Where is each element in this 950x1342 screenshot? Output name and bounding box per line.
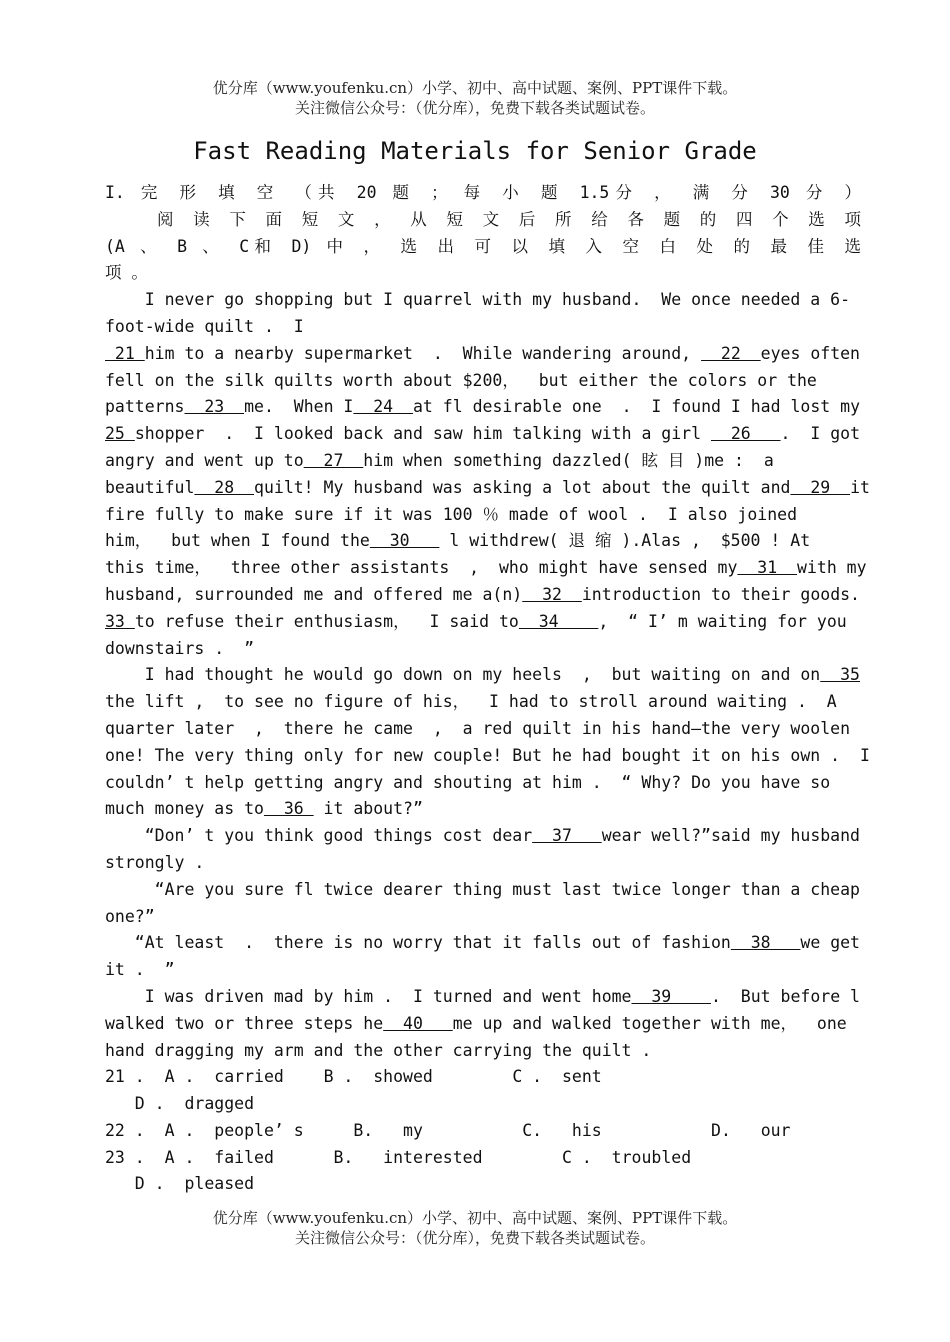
blank-24: 24 [353,397,413,417]
footer-line-1: 优分库（www.youfenku.cn）小学、初中、高中试题、案例、PPT课件下载。 [212,1209,738,1227]
blank-33: 33 [105,611,135,631]
blank-29: 29 [790,477,851,497]
blank-31: 31 [737,558,798,578]
blank-23: 23 [184,397,245,417]
blank-37: 37 [532,826,602,846]
passage-line: fire fully to make sure if it was 100 ％ made of wool . I also joined [105,504,798,524]
option-a: people’ s [214,1120,304,1140]
passage-line: it . ” [105,960,175,980]
blank-21: 21 [105,343,145,363]
blank-25: 25 [105,424,135,444]
option-b: interested [383,1147,483,1167]
option-b: my [403,1120,423,1140]
passage-line: I was driven mad by him . I turned and went home 39 . But before l [105,986,860,1006]
blank-30: 30 [369,531,440,551]
instruction-line-1: 阅 读 下 面 短 文 ， 从 短 文 后 所 给 各 题 的 四 个 选 项 [157,209,861,229]
option-c: sent [561,1067,602,1087]
passage-line: much money as to 36 it about?” [105,799,423,819]
footer-line-2: 关注微信公众号：（优分库），免费下载各类试题试卷。 [294,1229,655,1247]
header-line-2: 关注微信公众号：（优分库），免费下载各类试题试卷。 [294,99,655,117]
passage-line: strongly . [105,852,205,872]
passage-line: 33 to refuse their enthusiasm， I said to 34 , “ I’ m waiting for you [105,611,847,631]
question-21: 21 . A . carried B . showed C . sent [105,1067,602,1087]
instruction-line-3: 项 。 [105,263,148,283]
passage-line: fell on the silk quilts worth about $200， but either the colors or the [105,370,817,390]
blank-35: 35 [820,665,860,685]
document-body [105,180,870,1198]
blank-27: 27 [303,450,364,470]
passage-line: the lift , to see no figure of his， I had to stroll around waiting . A [105,692,837,712]
passage-line: couldn’ t help getting angry and shouting at him . “ Why? Do you have so [105,772,831,792]
passage-line: hand dragging my arm and the other carrying the quilt . [105,1040,652,1060]
blank-28: 28 [194,477,255,497]
option-c: his [571,1120,602,1140]
blank-32: 32 [522,584,582,604]
question-23: 23 . A . failed B. interested C . troubled [105,1147,692,1167]
option-a: carried [214,1067,284,1087]
passage-line: angry and went up to 27 him when something dazzled( 眩 目 )me : a [105,450,774,470]
passage-line: walked two or three steps he 40 me up and walked together with me， one [105,1013,847,1033]
passage-line: 21 him to a nearby supermarket . While wandering around, 22 eyes often [105,343,860,363]
blank-26: 26 [710,424,781,444]
section-heading: I. 完 形 填 空 （共 20 题 ； 每 小 题 1.5分 ， 满 分 30 分 ） [105,183,861,202]
option-d: pleased [184,1174,255,1194]
question-22: 22 . A . people’ s B. my C. his D. our [105,1120,791,1140]
blank-38: 38 [730,933,801,953]
passage-line: “At least . there is no worry that it falls out of fashion 38 we get [105,933,860,953]
passage-line: husband, surrounded me and offered me a(n) 32 introduction to their goods. [105,584,860,604]
blank-22: 22 [701,343,761,363]
option-d: our [760,1120,791,1140]
question-21-d: D . dragged [105,1094,255,1114]
passage-line: 25 shopper . I looked back and saw him talking with a girl 26 . I got [105,424,861,444]
instruction-line-2: (A 、 B 、 C和 D) 中 ， 选 出 可 以 填 入 空 白 处 的 最 佳 选 [105,236,861,256]
passage-line: patterns 23 me. When I 24 at fl desirable one . I found I had lost my [105,397,861,417]
header-line-1: 优分库（www.youfenku.cn）小学、初中、高中试题、案例、PPT课件下载。 [212,79,738,97]
passage-line: him， but when I found the 30 l withdrew( 退 缩 ).Alas , $500 ! At [105,531,811,551]
passage-line: one?” [105,906,155,926]
blank-36: 36 [263,799,314,819]
option-b: showed [373,1067,433,1087]
passage-line: I had thought he would go down on my heels , but waiting on and on 35 [105,665,860,685]
passage-line: foot-wide quilt . I [105,316,304,336]
question-23-d: D . pleased [105,1174,255,1194]
blank-34: 34 [518,611,599,631]
option-d: dragged [184,1094,255,1114]
passage-line: this time， three other assistants , who might have sensed my 31 with my [105,558,867,578]
passage-line: “Don’ t you think good things cost dear 37 wear well?”said my husband [105,826,860,846]
passage-line: beautiful 28 quilt! My husband was asking a lot about the quilt and 29 it [105,477,870,497]
option-c: troubled [611,1147,692,1167]
passage-line: “Are you sure fl twice dearer thing must last twice longer than a cheap [105,879,860,899]
page-title: Fast Reading Materials for Senior Grade [193,137,757,165]
passage-line: downstairs . ” [105,638,255,658]
passage-line: quarter later , there he came , a red quilt in his hand—the very woolen [105,718,851,738]
passage-line: I never go shopping but I quarrel with my husband. We once needed a 6- [105,290,851,310]
option-a: failed [214,1147,274,1167]
passage-line: one! The very thing only for new couple! But he had bought it on his own . I [105,745,870,765]
blank-40: 40 [383,1013,453,1033]
blank-39: 39 [631,986,711,1006]
